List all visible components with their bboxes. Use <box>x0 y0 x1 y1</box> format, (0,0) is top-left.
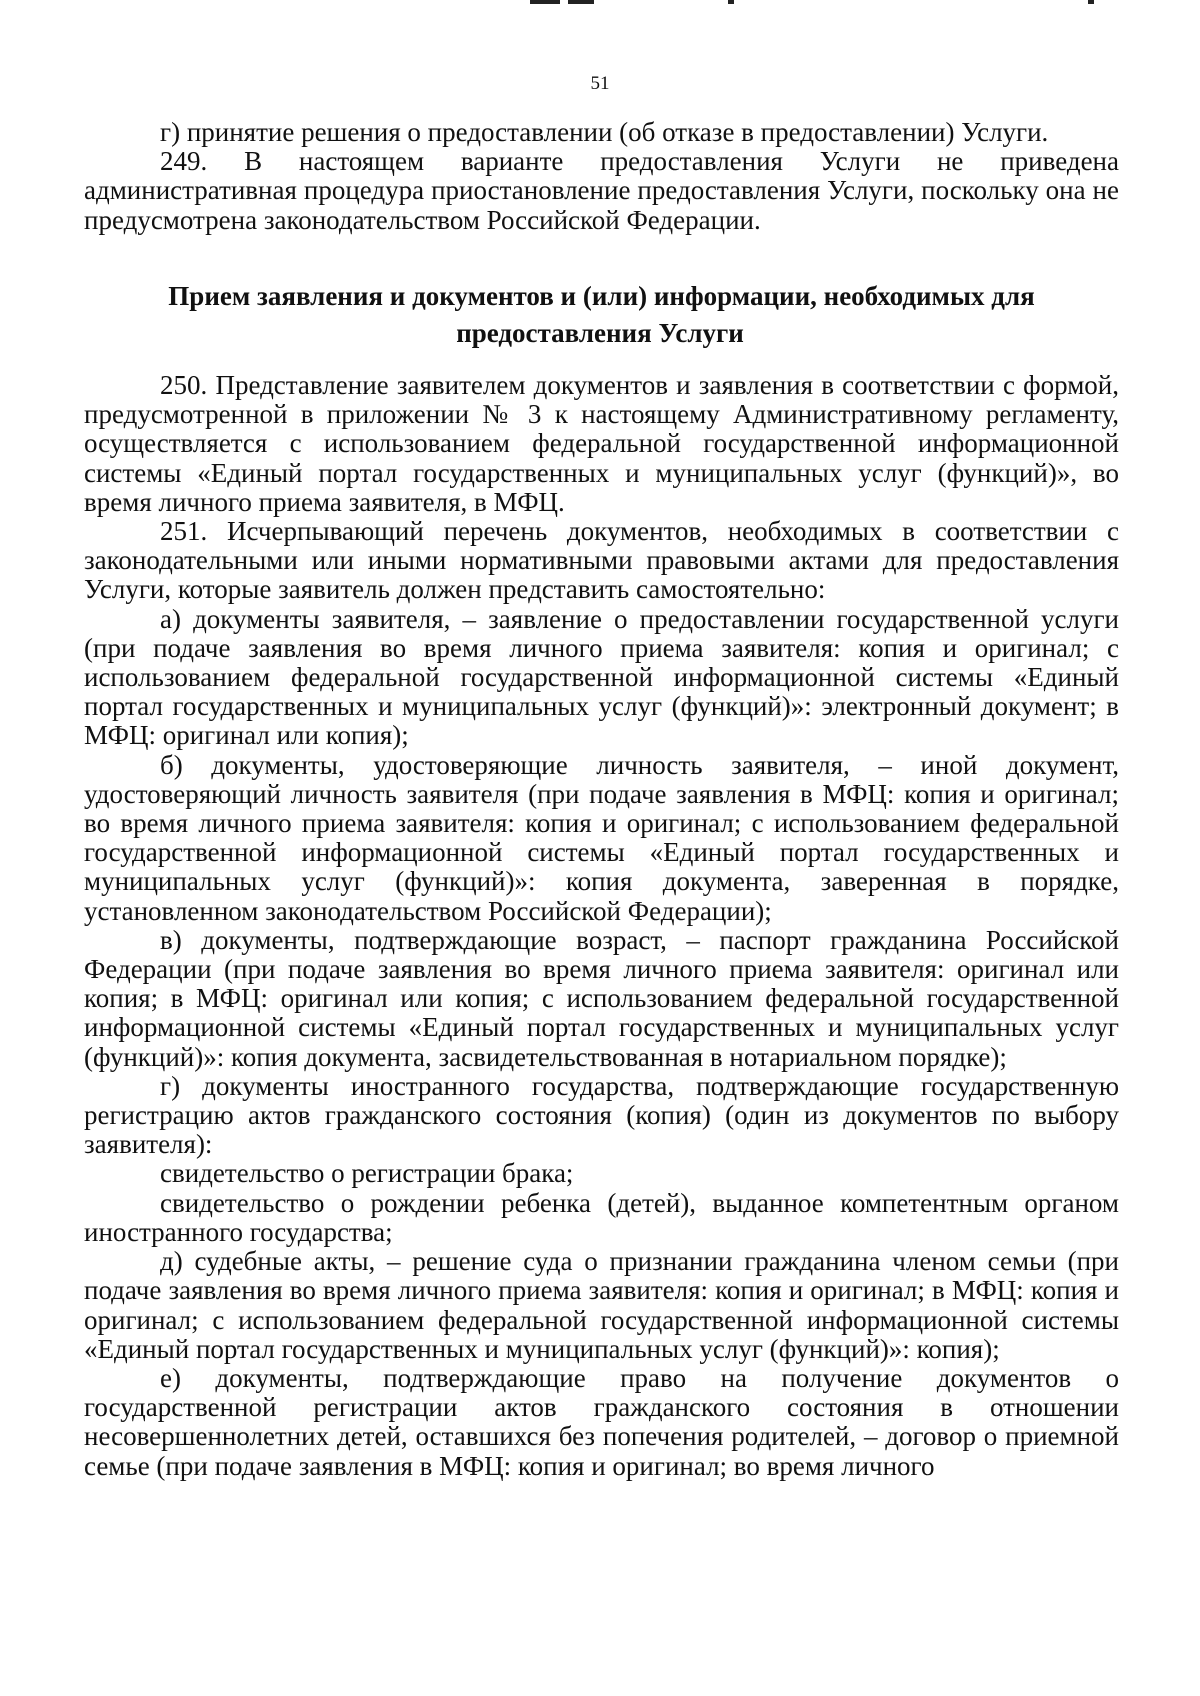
list-item-e: е) документы, подтверждающие право на получение документов о государственной регистрации актов гражданского состояния в отношении несовершеннолетних детей, оставшихся без попечения родителей, – договор о приемной семье (при подаче заявления в МФЦ: копия и оригинал; во время личного <box>84 1362 1119 1481</box>
paragraph-249: 249. В настоящем варианте предоставления Услуги не приведена административная процедура приостановление предоставления Услуги, поскольку она не предусмотрена законодательством Российской Федерации. <box>84 146 1119 235</box>
list-item-a: а) документы заявителя, – заявление о предоставлении государственной услуги (при подаче заявления во время личного приема заявителя: копия и оригинал; с использованием федеральной государственной информационной системы «Единый портал государственных и муниципальных услуг (функций)»: электронный документ; в МФЦ: оригинал или копия); <box>84 603 1119 751</box>
list-item-d: д) судебные акты, – решение суда о признании гражданина членом семьи (при подаче заявления во время личного приема заявителя: копия и оригинал; в МФЦ: копия и оригинал; с использованием федеральной государственной информационной системы «Единый портал государственных и муниципальных услуг (функций)»: копия); <box>84 1246 1119 1364</box>
list-subitem-marriage-certificate: свидетельство о регистрации брака; <box>160 1158 574 1189</box>
page-number: 51 <box>590 73 610 94</box>
paragraph-item-g-decision: г) принятие решения о предоставлении (об отказе в предоставлении) Услуги. <box>160 117 1049 147</box>
section-heading-line2: предоставления Услуги <box>456 318 744 348</box>
paragraph-251: 251. Исчерпывающий перечень документов, необходимых в соответствии с законодательными или иными нормативными правовыми актами для предоставления Услуги, которые заявитель должен представить самостоятельно: <box>84 516 1119 605</box>
list-item-v: в) документы, подтверждающие возраст, – паспорт гражданина Российской Федерации (при подаче заявления во время личного приема заявителя: оригинал или копия; в МФЦ: оригинал или копия; с использованием федеральной государственной информационной системы «Единый портал государственных и муниципальных услуг (функций)»: копия документа, засвидетельствованная в нотариальном порядке); <box>84 924 1119 1072</box>
scan-artifact-marks <box>0 0 1200 8</box>
intro-section <box>84 118 1119 235</box>
paragraph-250: 250. Представление заявителем документов и заявления в соответствии с формой, предусмотренной в приложении № 3 к настоящему Административному регламенту, осуществляется с использованием федеральной государственной информационной системы «Единый портал государственных и муниципальных услуг (функций)», во время личного приема заявителя, в МФЦ. <box>84 370 1119 517</box>
list-item-g: г) документы иностранного государства, подтверждающие государственную регистрацию актов гражданского состояния (копия) (один из документов по выбору заявителя): <box>84 1070 1119 1160</box>
list-item-b: б) документы, удостоверяющие личность заявителя, – иной документ, удостоверяющий личность заявителя (при подаче заявления в МФЦ: копия и оригинал; во время личного приема заявителя: копия и оригинал; с использованием федеральной государственной информационной системы «Единый портал государственных и муниципальных услуг (функций)»: копия документа, заверенная в порядке, установленном законодательством Российской Федерации); <box>84 749 1119 926</box>
section-heading: Прием заявления и документов и (или) информации, необходимых для <box>168 281 1035 311</box>
main-section <box>84 371 1119 1481</box>
list-subitem-birth-certificate: свидетельство о рождении ребенка (детей), выданное компетентным органом иностранного государства; <box>84 1187 1119 1247</box>
